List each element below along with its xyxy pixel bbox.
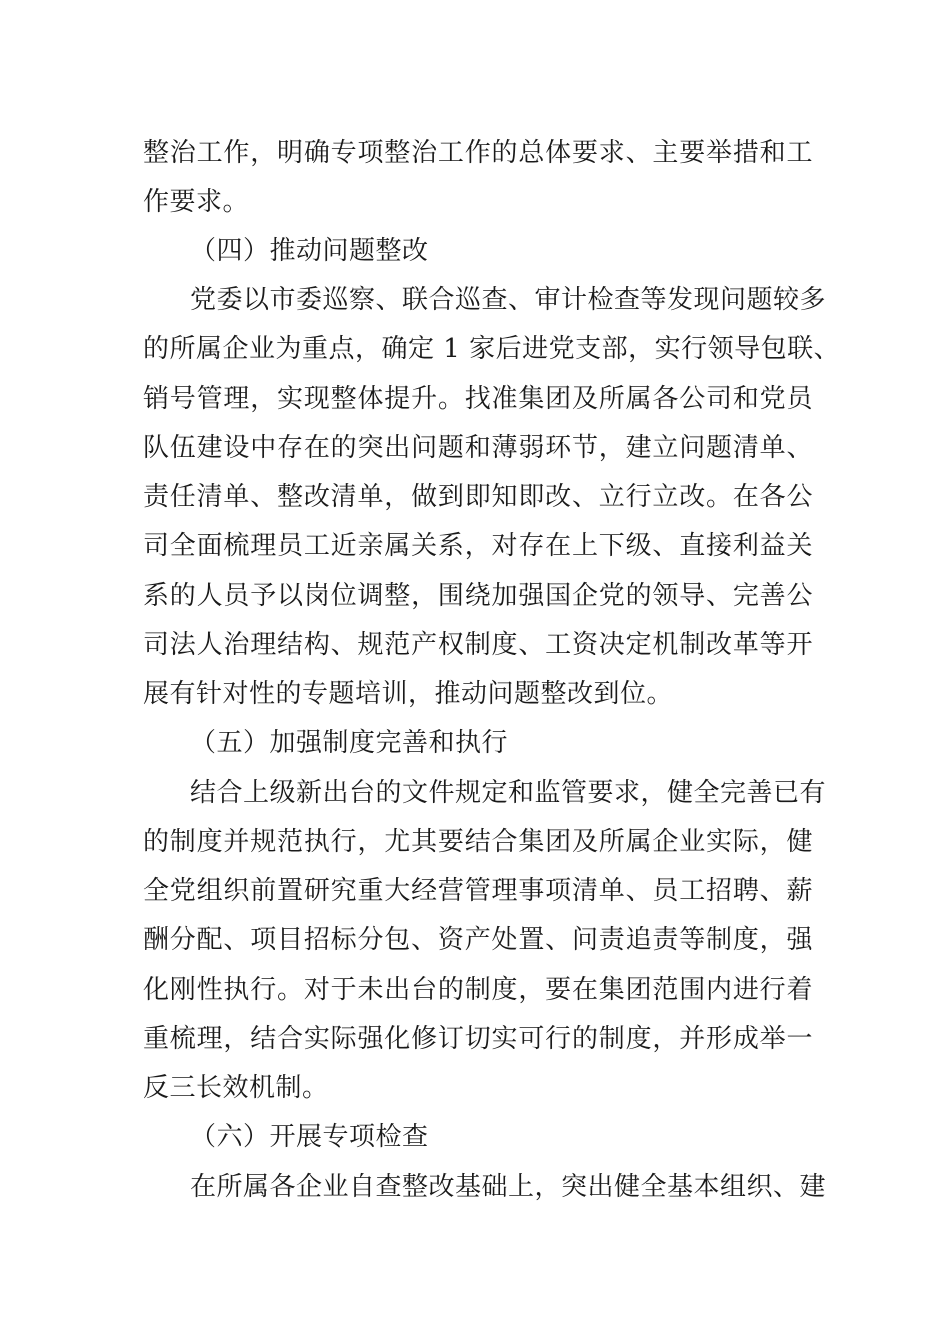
paragraph-line: 责任清单、整改清单，做到即知即改、立行立改。在各公	[143, 482, 813, 512]
paragraph-line: 酬分配、项目招标分包、资产处置、问责追责等制度，强	[143, 925, 813, 955]
paragraph-line: 整治工作，明确专项整治工作的总体要求、主要举措和工	[143, 138, 813, 168]
paragraph-line: 全党组织前置研究重大经营管理事项清单、员工招聘、薪	[143, 876, 813, 906]
paragraph-line: 反三长效机制。	[143, 1073, 329, 1103]
paragraph-line: 司法人治理结构、规范产权制度、工资决定机制改革等开	[143, 630, 813, 660]
paragraph-line: 党委以市委巡察、联合巡查、审计检查等发现问题较多	[190, 285, 827, 315]
section-heading: （四）推动问题整改	[190, 236, 429, 266]
paragraph-line: 展有针对性的专题培训，推动问题整改到位。	[143, 679, 674, 709]
paragraph-line: 系的人员予以岗位调整，围绕加强国企党的领导、完善公	[143, 581, 813, 611]
paragraph-line: 的所属企业为重点，确定 1 家后进党支部，实行领导包联、	[143, 334, 841, 364]
paragraph-line: 队伍建设中存在的突出问题和薄弱环节，建立问题清单、	[143, 433, 813, 463]
section-heading: （六）开展专项检查	[190, 1122, 429, 1152]
paragraph-line: 重梳理，结合实际强化修订切实可行的制度，并形成举一	[143, 1024, 813, 1054]
paragraph-line: 的制度并规范执行，尤其要结合集团及所属企业实际，健	[143, 827, 813, 857]
paragraph-line: 司全面梳理员工近亲属关系，对存在上下级、直接利益关	[143, 531, 813, 561]
paragraph-line: 结合上级新出台的文件规定和监管要求，健全完善已有	[190, 778, 827, 808]
paragraph-line: 化刚性执行。对于未出台的制度，要在集团范围内进行着	[143, 975, 813, 1005]
section-heading: （五）加强制度完善和执行	[190, 728, 509, 758]
paragraph-line: 销号管理，实现整体提升。找准集团及所属各公司和党员	[143, 384, 813, 414]
paragraph-line: 在所属各企业自查整改基础上，突出健全基本组织、建	[190, 1172, 827, 1202]
paragraph-line: 作要求。	[143, 187, 250, 217]
